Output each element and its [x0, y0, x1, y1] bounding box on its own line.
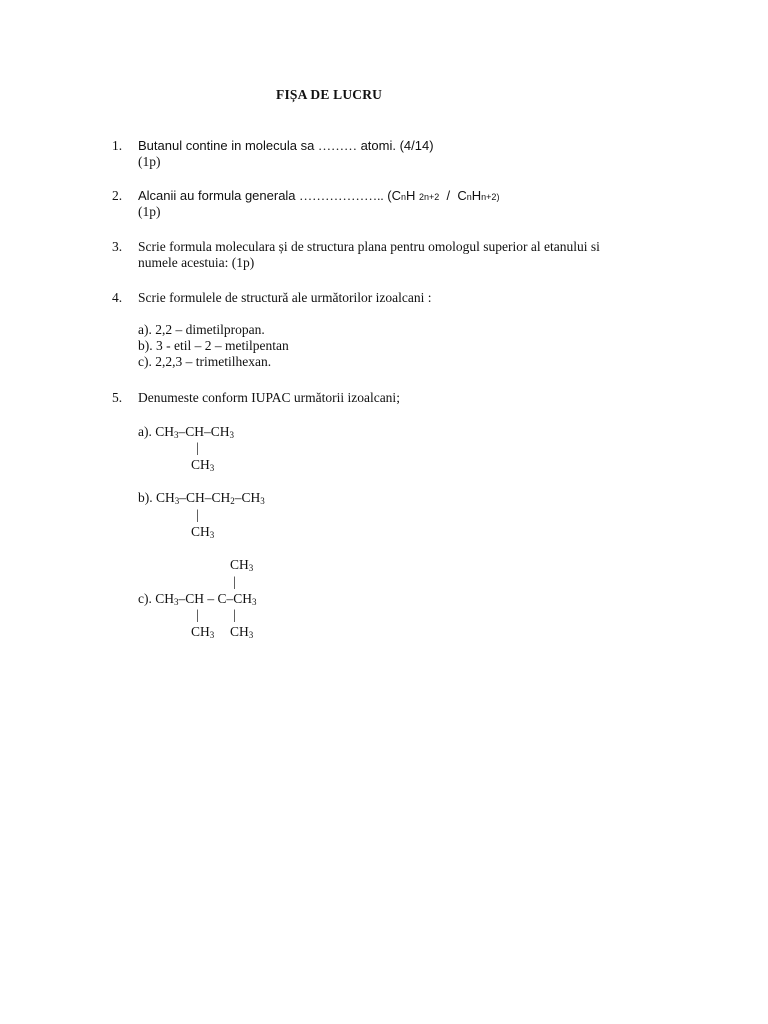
question-number: 1.	[112, 138, 123, 153]
question-number: 3.	[112, 239, 123, 254]
question-number: 5.	[112, 390, 123, 405]
question-text-line: numele acestuia: (1p)	[138, 255, 255, 270]
branch-group-top	[230, 557, 253, 573]
chain-part: CH	[155, 424, 175, 439]
bond-line: |	[196, 507, 199, 522]
chain-part: 3	[252, 597, 257, 607]
formula-part: n	[466, 192, 472, 202]
branch-group	[191, 624, 214, 640]
bond-line: |	[233, 607, 236, 622]
chain-part: 3	[174, 430, 179, 440]
chain-part: –CH – C–CH	[178, 591, 253, 606]
chain-part: CH	[156, 490, 175, 505]
question-text-part: Butanul contine in molecula sa	[138, 138, 318, 153]
chain-part: 3	[260, 496, 265, 506]
formula-part: H	[471, 188, 482, 203]
chain-part: CH	[155, 591, 175, 606]
formula-part: n	[401, 192, 407, 202]
branch-group	[191, 524, 214, 540]
page-title: FIȘA DE LUCRU	[276, 87, 383, 102]
chain-part: 2	[230, 496, 235, 506]
bond-line: |	[233, 574, 236, 589]
chain-part: 3	[174, 597, 179, 607]
structure-main-chain	[138, 490, 265, 506]
formula-part: / C	[439, 188, 467, 203]
blank-dots: ………………..	[299, 188, 384, 203]
chain-part: 3	[229, 430, 235, 440]
formula-part: H	[406, 188, 420, 203]
chain-part: 3	[174, 496, 180, 506]
structure-main-chain	[138, 424, 234, 440]
question-text-line: Scrie formula moleculara și de structura plana pentru omologul superior al etanului si	[138, 239, 600, 254]
question-text	[138, 290, 698, 306]
question-number: 2.	[112, 188, 123, 203]
general-formula	[384, 188, 500, 203]
formula-part: (C	[383, 188, 401, 203]
chain-part: CH	[191, 524, 210, 539]
formula-part: n+2	[481, 192, 497, 202]
formula-part: 2n+2	[419, 192, 440, 202]
bond-line: |	[196, 607, 199, 622]
question-text	[138, 188, 698, 205]
list-item: a). 2,2 – dimetilpropan.	[138, 322, 265, 337]
structure-label: a).	[138, 424, 156, 439]
structure-label: b).	[138, 490, 156, 505]
chain-part: –CH–CH	[178, 424, 230, 439]
list-item: c). 2,2,3 – trimetilhexan.	[138, 354, 272, 369]
chain-part: CH	[230, 624, 249, 639]
chain-part: 3	[209, 530, 215, 540]
question-text	[138, 138, 698, 154]
chain-part: 3	[209, 630, 215, 640]
structure-main-chain	[138, 591, 257, 607]
question-points: (1p)	[138, 154, 161, 169]
structure-label: c).	[138, 591, 156, 606]
blank-dots: ………	[317, 138, 357, 153]
branch-group	[191, 457, 214, 473]
chain-part: –CH	[234, 490, 261, 505]
question-text: Denumeste conform IUPAC următorii izoalcani;	[138, 390, 400, 405]
chain-part: CH	[191, 624, 210, 639]
question-text-part: Alcanii au formula generala	[138, 188, 300, 203]
chain-part: 3	[248, 563, 254, 573]
chain-part: CH	[191, 457, 210, 472]
chain-part: –CH–CH	[179, 490, 231, 505]
chain-part: 3	[209, 463, 215, 473]
question-text-part: Scrie formulele de structură ale următorilor izoalcani :	[138, 290, 432, 305]
list-item: b). 3 - etil – 2 – metilpentan	[138, 338, 289, 353]
branch-group	[230, 624, 253, 640]
chain-part: 3	[248, 630, 254, 640]
question-number: 4.	[112, 290, 123, 305]
chain-part: CH	[230, 557, 249, 572]
question-points: (1p)	[138, 204, 161, 219]
formula-part: )	[496, 192, 500, 202]
question-text-part: atomi. (4/14)	[356, 138, 434, 153]
bond-line: |	[196, 440, 199, 455]
